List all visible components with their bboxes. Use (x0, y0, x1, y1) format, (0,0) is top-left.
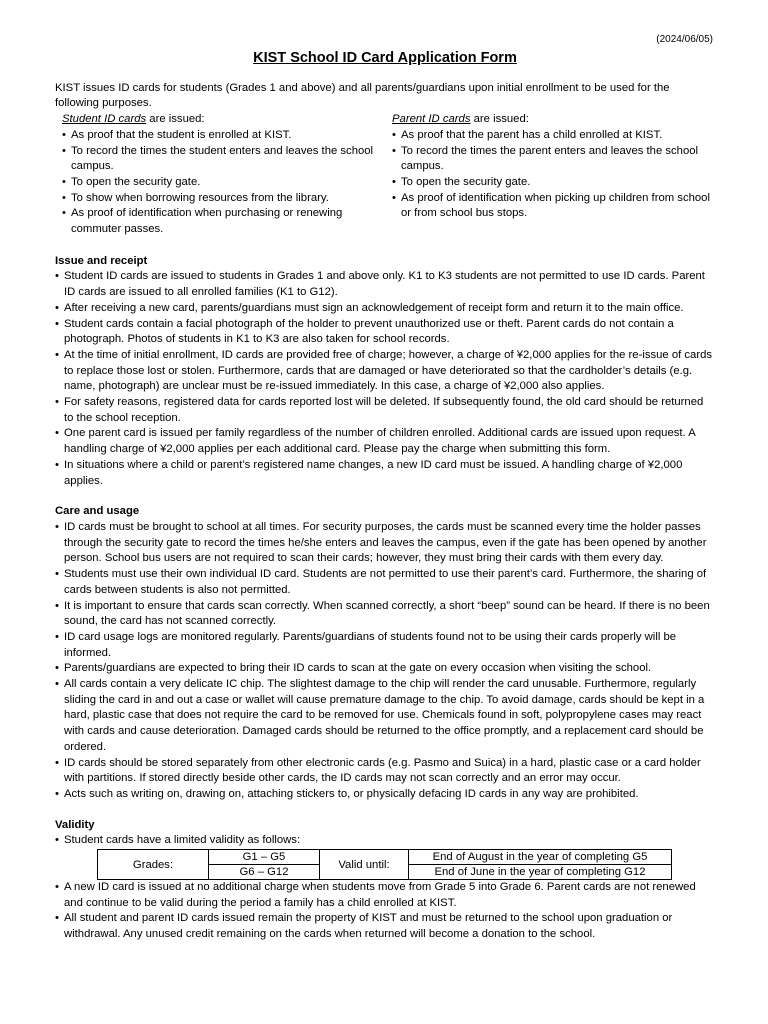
list-item: • One parent card is issued per family regardless of the number of children enrolled. Additional cards are issued upon request. A handling charge of ¥2,000 applies per each additional card. Please pay the charge when submitting this form. (55, 426, 715, 457)
list-item: • In situations where a child or parent’s registered name changes, a new ID card must be issued. A handling charge of ¥2,000 applies. (55, 458, 715, 489)
list-item: • A new ID card is issued at no additional charge when students move from Grade 5 into Grade 6. Parent cards are not renewed and continue to be valid during the period a family has a child enrolled at KIST. (55, 880, 715, 911)
list-item: • All student and parent ID cards issued remain the property of KIST and must be returned to the school upon graduation or withdrawal. Any unused credit remaining on the cards when returned will become a donation to the school. (55, 911, 715, 942)
valid-until-cell: End of June in the year of completing G12 (409, 865, 672, 880)
validity-heading: Validity (55, 818, 95, 831)
care-heading: Care and usage (55, 505, 140, 518)
student-cards-list (62, 128, 385, 238)
list-item: • As proof that the parent has a child enrolled at KIST. (392, 128, 715, 144)
intro-paragraph: KIST issues ID cards for students (Grades 1 and above) and all parents/guardians upon initial enrollment to be used for the following purposes. (55, 81, 670, 110)
list-item: • As proof of identification when purchasing or renewing commuter passes. (62, 206, 385, 237)
care-section (55, 504, 715, 802)
list-item: • ID cards must be brought to school at all times. For security purposes, the cards must be scanned every time the holder passes through the security gate to record the times he/she enters and leaves the campus, even if the gate has been opened by another person. School bus users are not required to scan their cards; however, they must bring their cards with them every day. (55, 520, 715, 567)
validity-intro-list (55, 833, 715, 849)
grade-range-cell: G1 – G5 (209, 850, 320, 865)
issue-list (55, 269, 715, 489)
parent-cards-heading (392, 112, 715, 128)
list-item: • To show when borrowing resources from the library. (62, 191, 385, 207)
grade-range-cell: G6 – G12 (209, 865, 320, 880)
list-item: • Student ID cards are issued to students in Grades 1 and above only. K1 to K3 students are not permitted to use ID cards. Parent ID cards are issued to all enrolled families (K1 to G12). (55, 269, 715, 300)
list-item: • Acts such as writing on, drawing on, attaching stickers to, or physically defacing ID cards in any way are prohibited. (55, 787, 715, 803)
table-row (98, 850, 672, 865)
list-item: • All cards contain a very delicate IC chip. The slightest damage to the chip will render the card unusable. Furthermore, regularly sliding the card in and out a case or wallet will cause premature damage to the chip. To avoid damage, cards should be kept in a hard, plastic case that does not require the card to be removed for use. Chemicals found in soft, polypropylene cases may react with cards and cause deterioration. Damaged cards should be returned to the office promptly, and a replacement card should be ordered. (55, 677, 715, 756)
list-item: • As proof of identification when picking up children from school or from school bus stops. (392, 191, 715, 222)
student-cards-column (55, 112, 385, 238)
list-item: • It is important to ensure that cards scan correctly. When scanned correctly, a short “beep” sound can be heard. If there is no been sound, the card has not scanned correctly. (55, 599, 715, 630)
document-page (55, 32, 715, 943)
student-cards-heading-label: Student ID cards (62, 113, 147, 126)
document-title: KIST School ID Card Application Form (253, 50, 517, 66)
list-item: • Student cards have a limited validity as follows: (55, 833, 715, 849)
list-item: • After receiving a new card, parents/guardians must sign an acknowledgement of receipt form and return it to the main office. (55, 301, 715, 317)
grades-label-cell: Grades: (98, 850, 209, 880)
card-purposes (55, 112, 715, 238)
list-item: • As proof that the student is enrolled at KIST. (62, 128, 385, 144)
parent-cards-column (385, 112, 715, 238)
validity-table (97, 849, 672, 880)
list-item: • To record the times the parent enters and leaves the school campus. (392, 144, 715, 175)
issue-section (55, 254, 715, 490)
list-item: • ID cards should be stored separately from other electronic cards (e.g. Pasmo and Suica) in a hard, plastic case or a card holder with partitions. If stored directly beside other cards, the ID cards may not scan correctly and an error may occur. (55, 756, 715, 787)
list-item: • Students must use their own individual ID card. Students are not permitted to use their parent’s card. Furthermore, the sharing of cards between students is also not permitted. (55, 567, 715, 598)
student-cards-heading-suffix: are issued: (146, 113, 205, 126)
list-item: • For safety reasons, registered data for cards reported lost will be deleted. If subsequently found, the old card should be returned to the school reception. (55, 395, 715, 426)
list-item: • Student cards contain a facial photograph of the holder to prevent unauthorized use or theft. Parent cards do not contain a photograph. Photos of students in K1 to K3 are also taken for school records. (55, 317, 715, 348)
valid-until-cell: End of August in the year of completing G5 (409, 850, 672, 865)
parent-cards-heading-label: Parent ID cards (392, 113, 471, 126)
issue-heading: Issue and receipt (55, 254, 148, 267)
list-item: • At the time of initial enrollment, ID cards are provided free of charge; however, a charge of ¥2,000 applies for the re-issue of cards to replace those lost or stolen. Furthermore, cards that are damaged or have deteriorated so that the cardholder’s details (e.g. name, photograph) are unclear must be re-issued immediately. In this case, a charge of ¥2,000 also applies. (55, 348, 715, 395)
validity-section (55, 818, 715, 943)
valid-until-label-cell: Valid until: (320, 850, 409, 880)
student-cards-heading (62, 112, 385, 128)
care-list (55, 520, 715, 803)
validity-list (55, 880, 715, 943)
list-item: • To open the security gate. (62, 175, 385, 191)
list-item: • To record the times the student enters and leaves the school campus. (62, 144, 385, 175)
parent-cards-list (392, 128, 715, 222)
parent-cards-heading-suffix: are issued: (470, 113, 529, 126)
list-item: • Parents/guardians are expected to bring their ID cards to scan at the gate on every occasion when visiting the school. (55, 661, 715, 677)
list-item: • ID card usage logs are monitored regularly. Parents/guardians of students found not to be using their cards properly will be informed. (55, 630, 715, 661)
list-item: • To open the security gate. (392, 175, 715, 191)
document-date: (2024/06/05) (656, 34, 713, 45)
